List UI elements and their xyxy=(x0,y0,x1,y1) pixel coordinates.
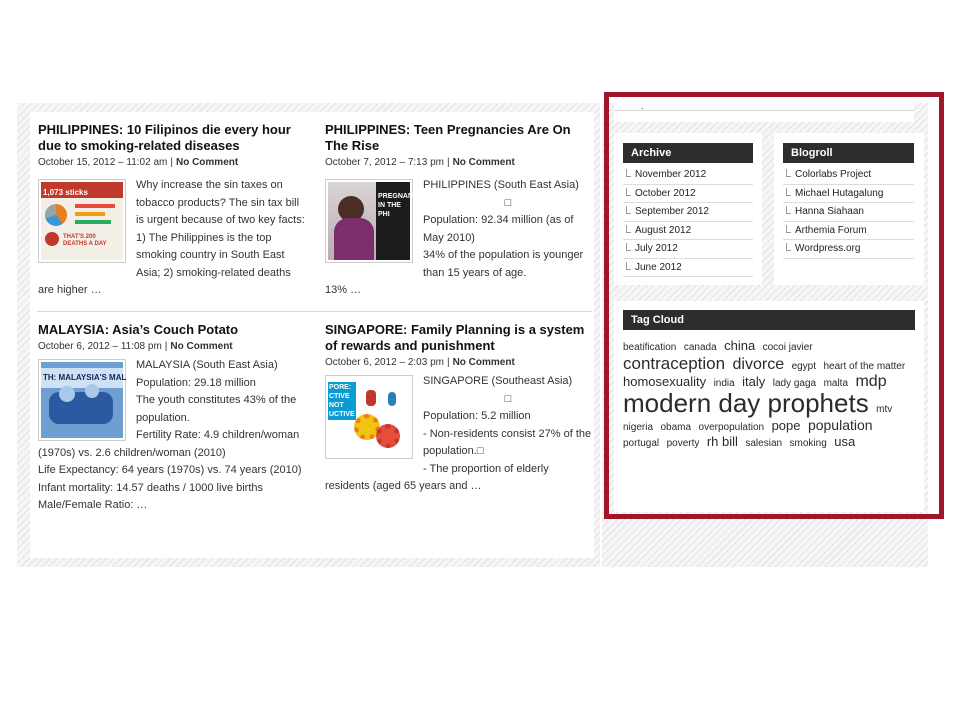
thumbnail-headline: PORE: CTIVE NOT UCTIVE xyxy=(329,384,355,418)
excerpt-line: Population: 29.18 million xyxy=(136,376,256,389)
tag-link[interactable]: egypt xyxy=(791,360,817,372)
tag-link[interactable]: china xyxy=(724,338,756,353)
row-divider xyxy=(37,311,592,312)
excerpt-line: □ xyxy=(504,392,512,405)
blogroll-title: Blogroll xyxy=(783,143,914,163)
excerpt-line: Infant mortality: 14.57 deaths / 1000 live births xyxy=(38,481,264,494)
post-thumbnail[interactable] xyxy=(325,179,418,263)
tag-link[interactable]: lady gaga xyxy=(772,377,817,389)
thumbnail-caption: THAT'S 200 DEATHS A DAY xyxy=(63,234,107,247)
highlight-box xyxy=(604,92,944,519)
tag-link[interactable]: salesian xyxy=(745,438,783,450)
excerpt-line: MALAYSIA (South East Asia) xyxy=(136,359,278,371)
tag-link[interactable]: overpopulation xyxy=(698,421,765,433)
excerpt-line: - The proportion of elderly residents (aged 65 years and … xyxy=(325,462,549,492)
excerpt-line: SINGAPORE (Southeast Asia) xyxy=(423,375,573,387)
post-title-link[interactable]: MALAYSIA: Asia’s Couch Potato xyxy=(38,322,239,337)
post-title-link[interactable]: PHILIPPINES: Teen Pregnancies Are On The Rise xyxy=(325,122,571,153)
tag-link[interactable]: india xyxy=(713,377,735,389)
excerpt-line: 13% … xyxy=(325,284,362,296)
post-meta: October 6, 2012 – 2:03 pm | No Comment xyxy=(325,357,515,368)
post-meta: October 6, 2012 – 11:08 pm | No Comment xyxy=(38,341,233,352)
tag-link[interactable]: poverty xyxy=(666,438,700,450)
tag-link[interactable]: modern day prophets xyxy=(623,388,869,419)
tag-cloud-title: Tag Cloud xyxy=(623,310,915,330)
post-smoking xyxy=(38,122,308,300)
post-date: October 15, 2012 – 11:02 am xyxy=(38,157,168,168)
excerpt-line: PHILIPPINES (South East Asia) xyxy=(423,179,579,191)
comment-link[interactable]: No Comment xyxy=(175,157,239,168)
archive-link-label: June 2012 xyxy=(635,261,682,273)
tag-link[interactable]: portugal xyxy=(623,438,660,450)
tag-link[interactable]: rh bill xyxy=(706,434,738,450)
tag-link[interactable]: smoking xyxy=(789,438,827,450)
blogroll-link-label: Colorlabs Project xyxy=(795,169,872,180)
excerpt-line: Population: 92.34 million (as of May 2010) xyxy=(423,214,574,244)
top-mark: . xyxy=(641,101,644,112)
post-teen-pregnancies xyxy=(325,122,593,300)
archive-link-label: October 2012 xyxy=(635,187,696,199)
tag-link[interactable]: malta xyxy=(823,377,849,389)
thumbnail-headline: PREGNANT IN THE PHI xyxy=(378,193,418,218)
excerpt-line: - Non-residents consist 27% of the population.□ xyxy=(423,427,592,457)
post-title-link[interactable]: PHILIPPINES: 10 Filipinos die every hour due to smoking-related diseases xyxy=(38,122,291,153)
archive-link-label: November 2012 xyxy=(635,169,707,180)
thumbnail-headline: TH: MALAYSIA'S MAL xyxy=(41,368,123,388)
comment-link[interactable]: No Comment xyxy=(170,341,233,352)
excerpt-line: Life Expectancy: 64 years (1970s) vs. 74 years (2010) xyxy=(38,464,302,476)
post-date: October 7, 2012 – 7:13 pm xyxy=(325,157,444,168)
blogroll-link-label: Arthemia Forum xyxy=(795,224,867,236)
tag-link[interactable]: heart of the matter xyxy=(823,360,906,372)
tag-link[interactable]: nigeria xyxy=(623,421,654,433)
tag-link[interactable]: usa xyxy=(834,434,856,450)
post-meta: October 15, 2012 – 11:02 am | No Comment xyxy=(38,157,239,168)
post-singapore xyxy=(325,322,593,496)
tag-link[interactable]: beatification xyxy=(623,342,677,353)
excerpt-line: Fertility Rate: 4.9 children/woman (1970s) vs. 2.6 children/woman (2010) xyxy=(38,429,300,459)
thumbnail-headline: 1,073 sticks xyxy=(43,188,88,197)
post-thumbnail[interactable] xyxy=(38,179,126,263)
post-thumbnail[interactable] xyxy=(325,375,413,459)
excerpt-line: Male/Female Ratio: … xyxy=(38,499,148,511)
blogroll-link-label: Hanna Siahaan xyxy=(795,206,864,217)
archive-title: Archive xyxy=(623,143,753,163)
post-malaysia xyxy=(38,322,308,515)
tag-link[interactable]: homosexuality xyxy=(623,373,707,389)
tag-link[interactable]: mtv xyxy=(876,404,893,416)
blogroll-link-label: Wordpress.org xyxy=(795,243,861,254)
tag-link[interactable]: divorce xyxy=(732,355,785,373)
comment-link[interactable]: No Comment xyxy=(452,357,515,368)
tag-link[interactable]: mdp xyxy=(855,372,887,390)
blogroll-link-label: Michael Hutagalung xyxy=(795,187,884,199)
excerpt-line: The youth constitutes 43% of the population. xyxy=(136,394,297,424)
post-thumbnail[interactable] xyxy=(38,359,126,441)
excerpt-line: □ xyxy=(504,196,512,209)
post-meta: October 7, 2012 – 7:13 pm | No Comment xyxy=(325,157,515,168)
post-date: October 6, 2012 – 11:08 pm xyxy=(38,341,162,352)
tag-link[interactable]: population xyxy=(807,416,873,433)
excerpt-line: Population: 5.2 million xyxy=(423,410,531,422)
excerpt-line: 34% of the population is younger than 15 years of age. xyxy=(423,249,584,279)
post-title-link[interactable]: SINGAPORE: Family Planning is a system of rewards and punishment xyxy=(325,322,585,353)
archive-link-label: September 2012 xyxy=(635,206,709,217)
post-excerpt: Why increase the sin taxes on tobacco products? The sin tax bill is urgent because of two key facts: 1) The Philippines is the top smoking country in South East Asia; 2) smoking-related deaths are higher … xyxy=(38,179,305,296)
archive-link-label: July 2012 xyxy=(635,243,678,254)
archive-link-label: August 2012 xyxy=(635,224,692,236)
tag-link[interactable]: contraception xyxy=(623,353,726,373)
tag-link[interactable]: italy xyxy=(742,373,766,389)
post-date: October 6, 2012 – 2:03 pm xyxy=(325,357,444,368)
tag-link[interactable]: canada xyxy=(683,342,717,353)
tag-link[interactable]: pope xyxy=(771,417,801,433)
tag-link[interactable]: cocoi javier xyxy=(762,342,813,353)
tag-link[interactable]: obama xyxy=(660,421,692,433)
comment-link[interactable]: No Comment xyxy=(452,157,515,168)
